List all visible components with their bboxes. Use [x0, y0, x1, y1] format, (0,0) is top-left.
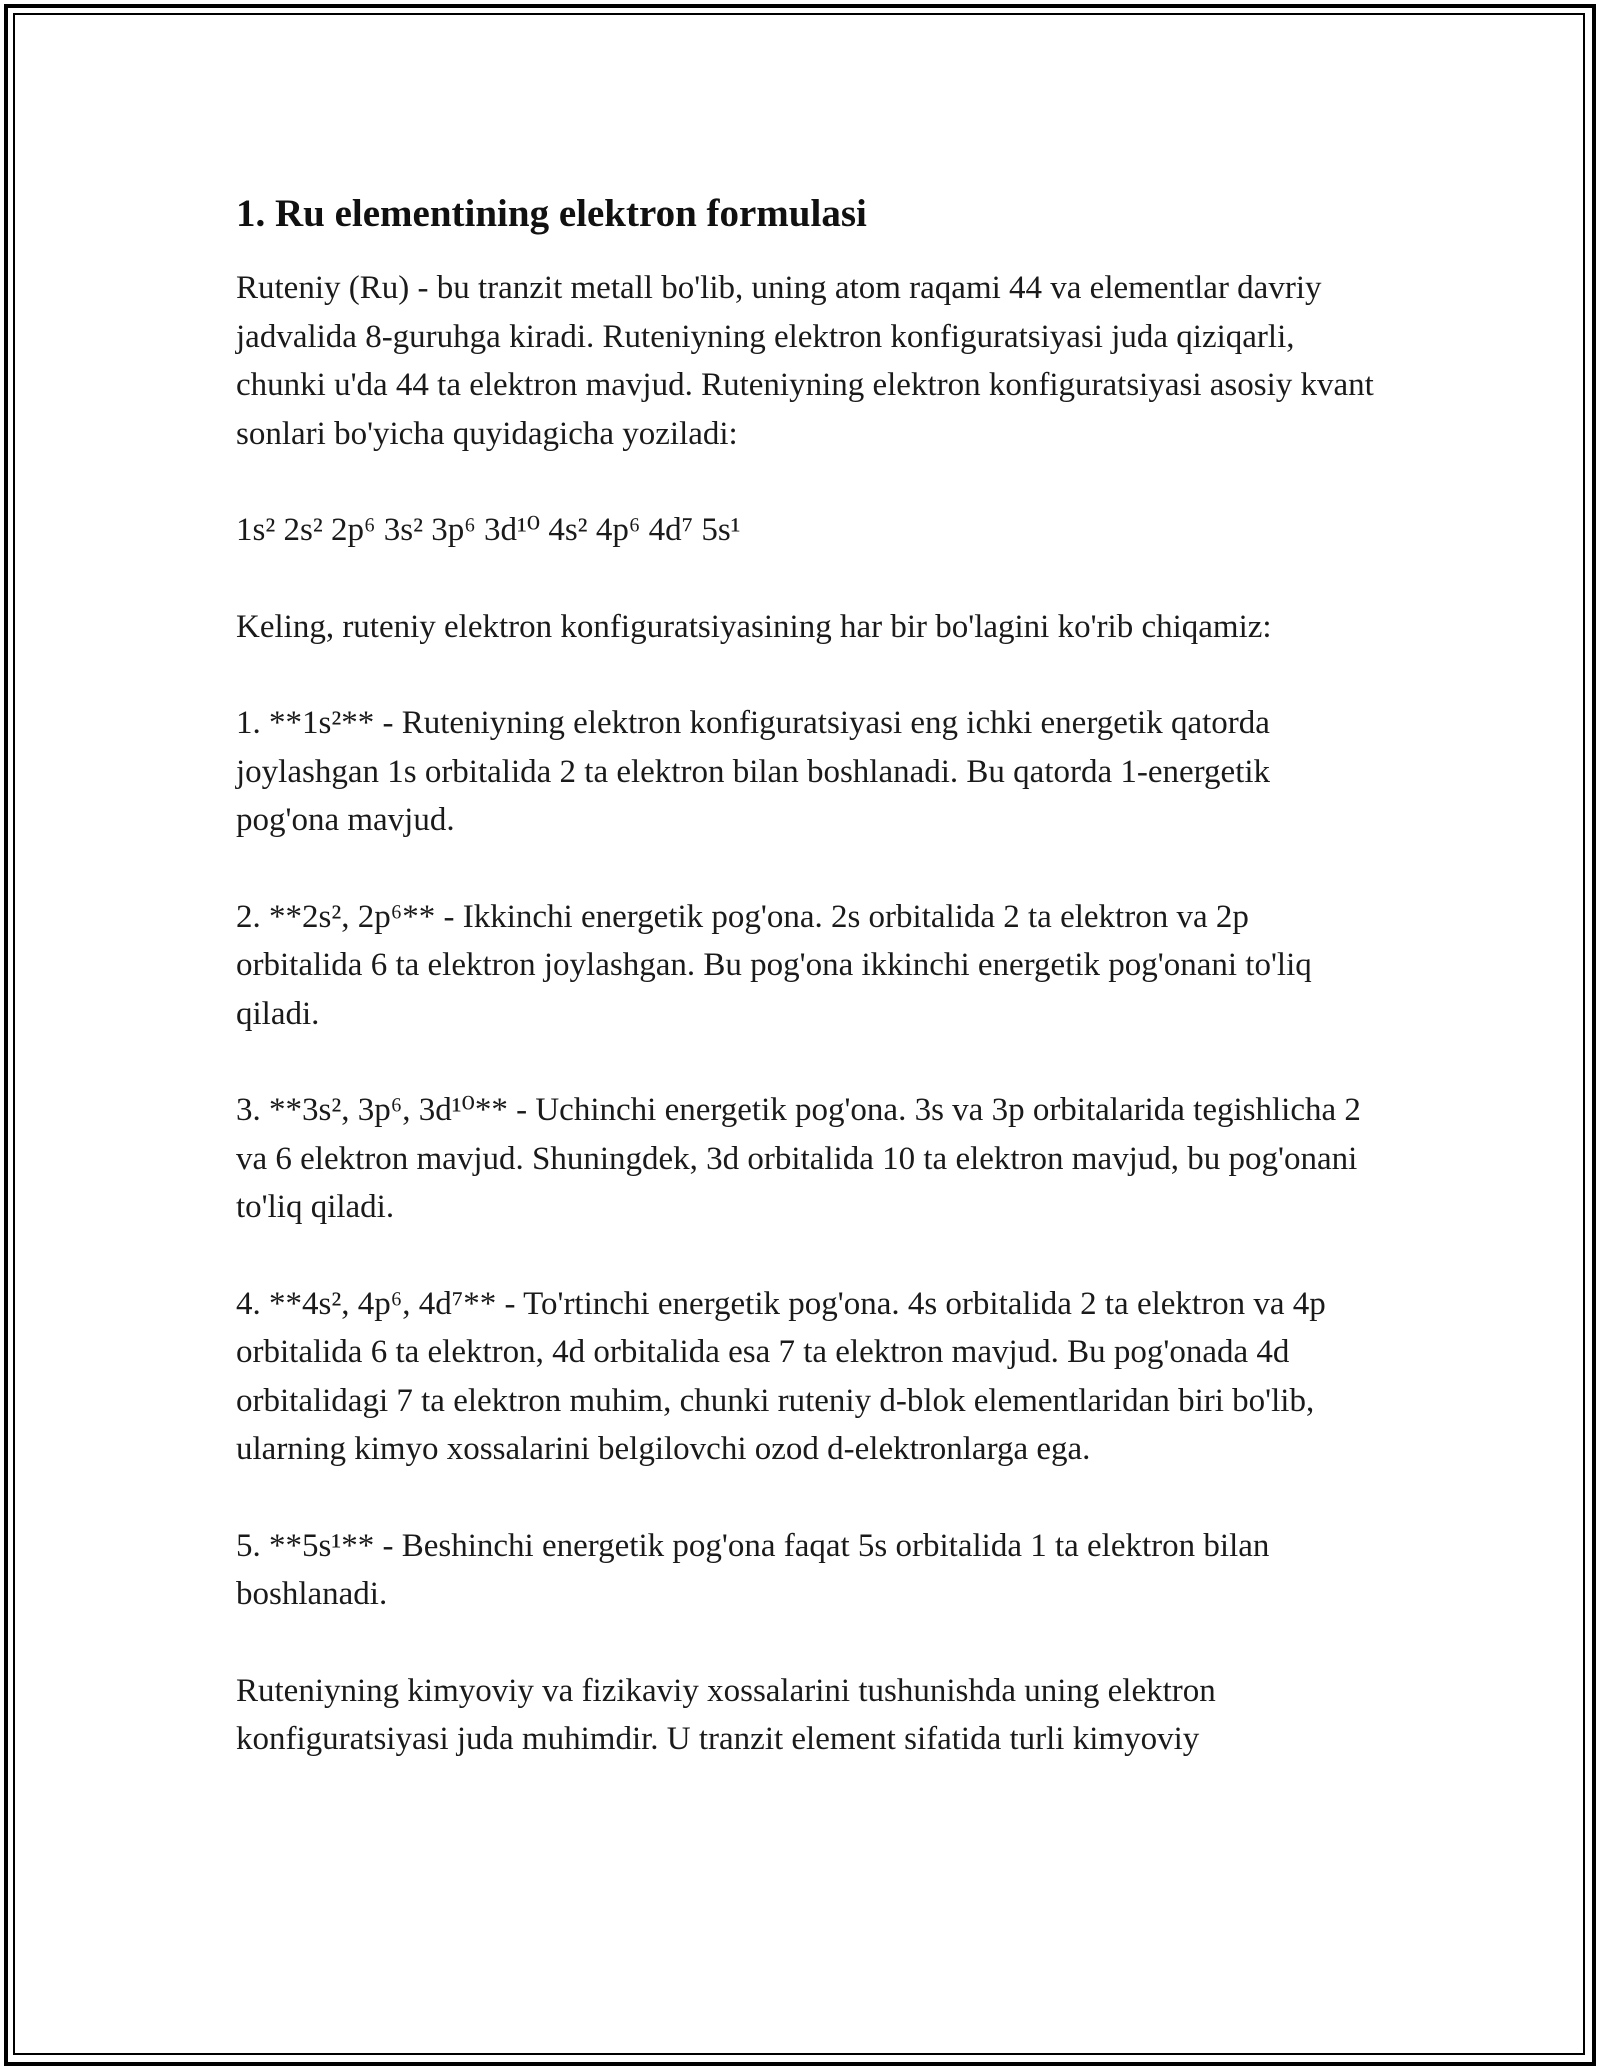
paragraph-shell-3: 3. **3s², 3p⁶, 3d¹⁰** - Uchinchi energetik pog'ona. 3s va 3p orbitalarida tegishlicha 2 va 6 elektron mavjud. Shuningdek, 3d orbitalida 10 ta elektron mavjud, bu pog'onani to'liq qiladi. [236, 1092, 1361, 1225]
paragraph-shell-2: 2. **2s², 2p⁶** - Ikkinchi energetik pog'ona. 2s orbitalida 2 ta elektron va 2p orbitalida 6 ta elektron joylashgan. Bu pog'ona ikkinchi energetik pog'onani to'liq qiladi. [236, 898, 1312, 1032]
paragraph-intro: Ruteniy (Ru) - bu tranzit metall bo'lib, uning atom raqami 44 va elementlar davriy jadvalida 8-guruhga kiradi. Ruteniyning elektron konfiguratsiyasi juda qiziqarli, chunki u'da 44 ta elektron mavjud. Ruteniyning elektron konfiguratsiyasi asosiy kvant sonlari bo'yicha quyidagicha yoziladi: [236, 270, 1374, 452]
paragraph-shell-5: 5. **5s¹** - Beshinchi energetik pog'ona faqat 5s orbitalida 1 ta elektron bilan boshlanadi. [236, 1527, 1270, 1612]
document-body [236, 186, 1376, 1812]
paragraph-configuration: 1s² 2s² 2p⁶ 3s² 3p⁶ 3d¹⁰ 4s² 4p⁶ 4d⁷ 5s¹ [236, 512, 741, 548]
document-title: 1. Ru elementining elektron formulasi [236, 192, 867, 235]
paragraph-conclusion: Ruteniyning kimyoviy va fizikaviy xossalarini tushunishda uning elektron konfiguratsiyasi juda muhimdir. U tranzit element sifatida turli kimyoviy [236, 1672, 1216, 1757]
paragraph-shell-1: 1. **1s²** - Ruteniyning elektron konfiguratsiyasi eng ichki energetik qatorda joylashgan 1s orbitalida 2 ta elektron bilan boshlanadi. Bu qatorda 1-energetik pog'ona mavjud. [236, 705, 1271, 838]
paragraph-shell-4: 4. **4s², 4p⁶, 4d⁷** - To'rtinchi energetik pog'ona. 4s orbitalida 2 ta elektron va 4p orbitalida 6 ta elektron, 4d orbitalida esa 7 ta elektron mavjud. Bu pog'onada 4d orbitalidagi 7 ta elektron muhim, chunki ruteniy d-blok elementlaridan biri bo'lib, ularning kimyo xossalarini belgilovchi ozod d-elektronlarga ega. [236, 1285, 1326, 1467]
paragraph-lead-in: Keling, ruteniy elektron konfiguratsiyasining har bir bo'lagini ko'rib chiqamiz: [236, 608, 1272, 645]
